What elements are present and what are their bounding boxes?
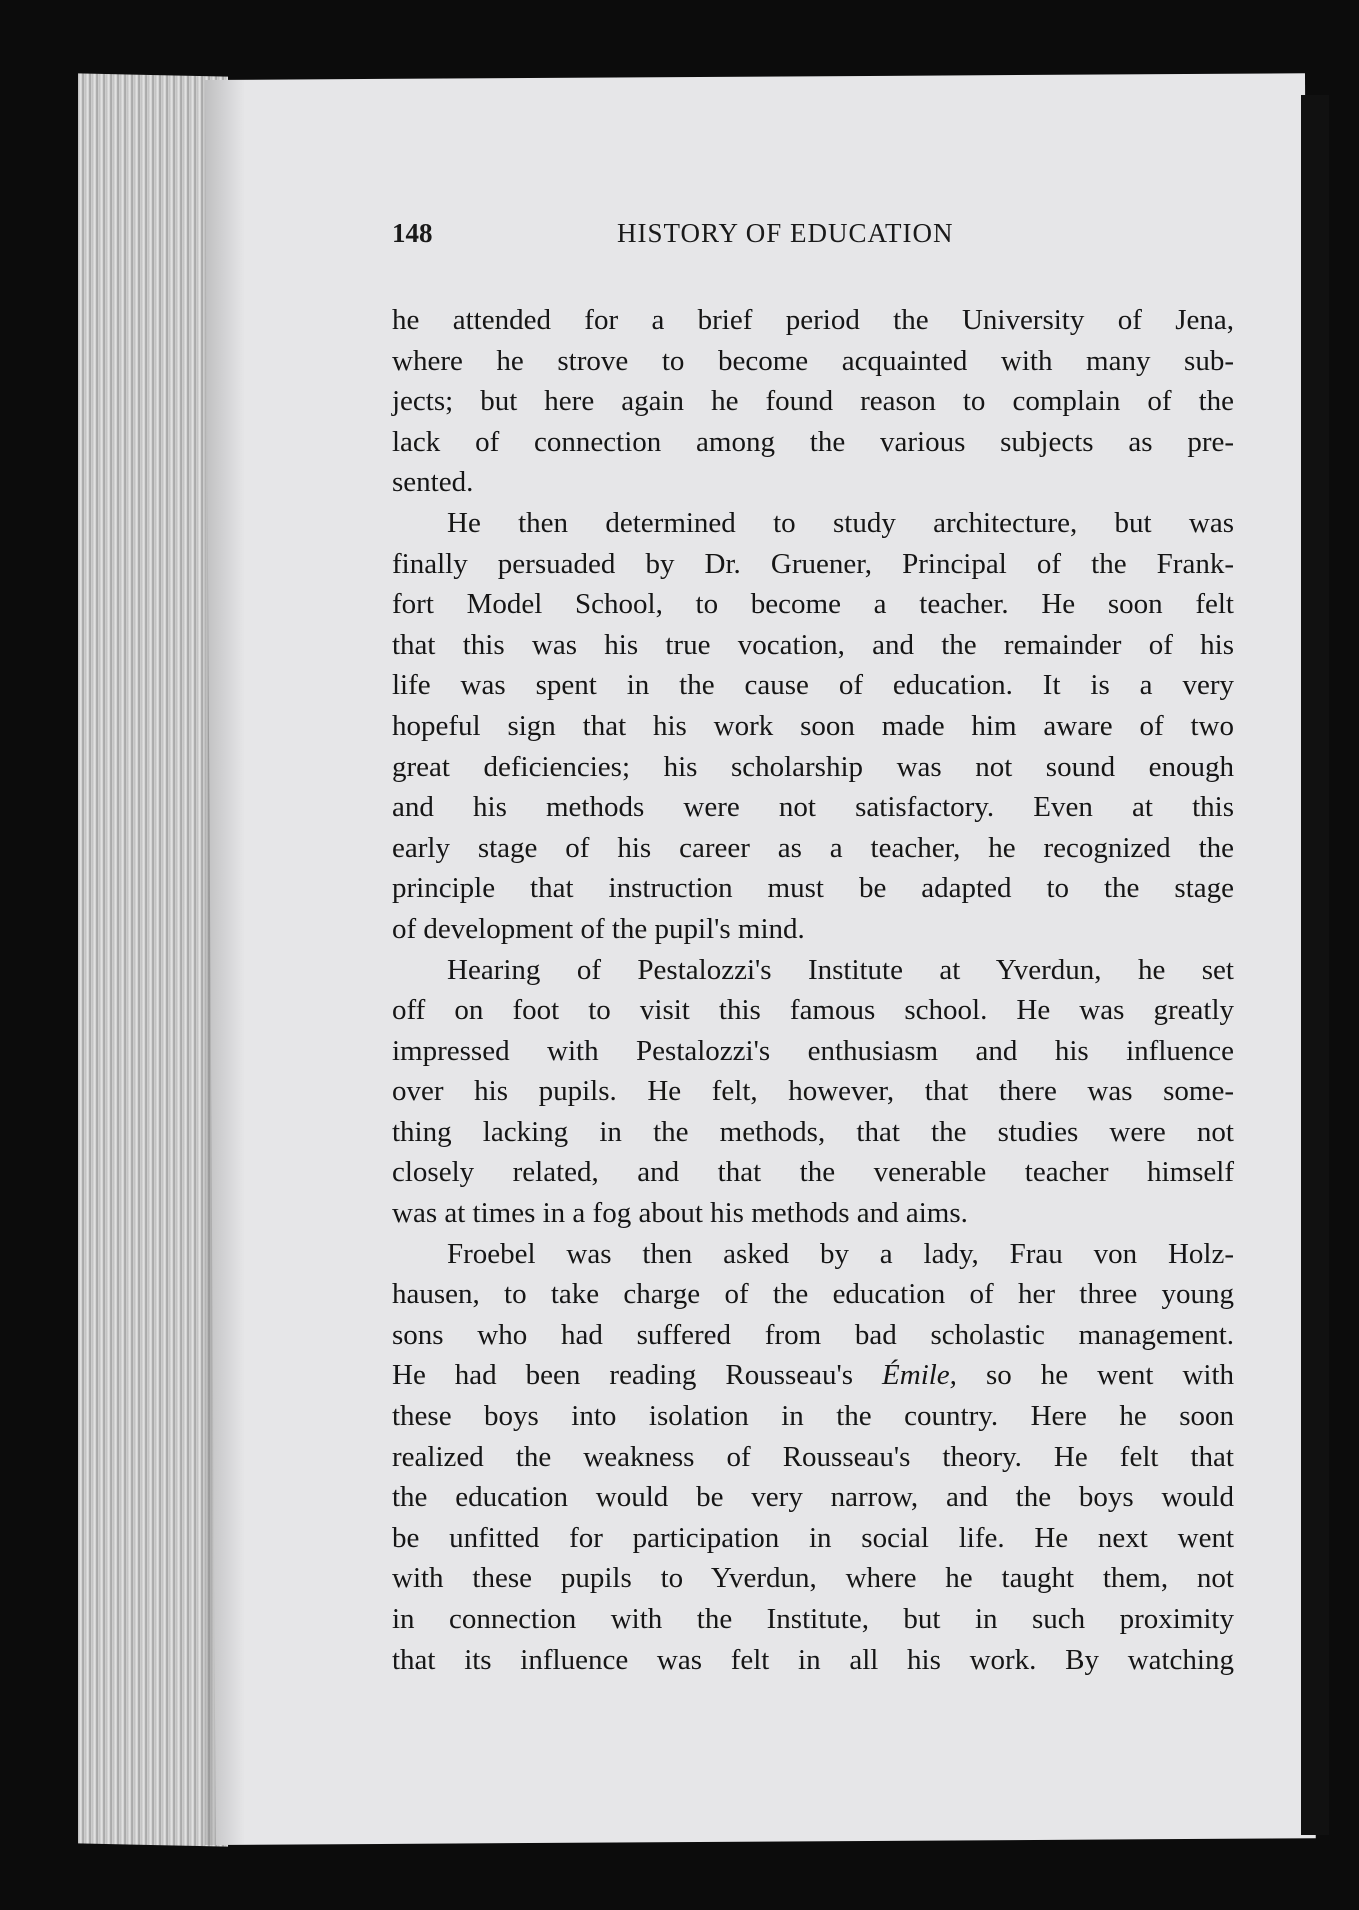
text-line: off on foot to visit this famous school. He was greatly <box>392 994 1234 1027</box>
text-line: that this was his true vocation, and the remainder of his <box>392 628 1234 661</box>
text-line: that its influence was felt in all his work. By watching <box>392 1643 1234 1676</box>
paragraph-3 <box>392 950 1234 1234</box>
text-line: these boys into isolation in the country. Here he soon <box>392 1400 1234 1433</box>
paragraph-1 <box>392 300 1234 503</box>
text-line: the education would be very narrow, and the boys would <box>392 1481 1234 1514</box>
text-line: sented. <box>392 466 474 499</box>
text-line: be unfitted for participation in social life. He next went <box>392 1521 1234 1554</box>
text-line: jects; but here again he found reason to complain of the <box>392 385 1234 418</box>
running-title: HISTORY OF EDUCATION <box>617 218 954 248</box>
paragraph-4 <box>392 1234 1234 1681</box>
book-title-emile: Émile, <box>882 1359 957 1392</box>
text-line: fort Model School, to become a teacher. He soon felt <box>392 588 1234 621</box>
text-line: sons who had suffered from bad scholastic management. <box>392 1318 1234 1351</box>
text-line: life was spent in the cause of education. It is a very <box>392 669 1234 702</box>
text-line: and his methods were not satisfactory. Even at this <box>392 791 1234 824</box>
text-line: finally persuaded by Dr. Gruener, Principal of the Frank- <box>392 547 1234 580</box>
text-line: early stage of his career as a teacher, he recognized the <box>392 831 1234 864</box>
text-fragment: so he went with <box>985 1359 1235 1392</box>
text-line: he attended for a brief period the University of Jena, <box>392 304 1234 336</box>
text-fragment: He had been reading Rousseau's <box>392 1359 854 1392</box>
text-line: with these pupils to Yverdun, where he taught them, not <box>392 1562 1234 1595</box>
text-line: realized the weakness of Rousseau's theory. He felt that <box>392 1440 1234 1473</box>
paragraph-2 <box>392 503 1234 950</box>
text-line: was at times in a fog about his methods and aims. <box>392 1197 968 1230</box>
text-line: in connection with the Institute, but in such proximity <box>392 1603 1234 1635</box>
text-line: of development of the pupil's mind. <box>392 912 805 945</box>
text-line: principle that instruction must be adapted to the stage <box>392 872 1234 905</box>
text-line: He then determined to study architecture, but was <box>447 506 1234 539</box>
gutter-shadow <box>205 80 245 1845</box>
text-line: where he strove to become acquainted with many sub- <box>392 344 1234 377</box>
page-number: 148 <box>392 218 433 248</box>
text-line: Froebel was then asked by a lady, Frau von Holz- <box>447 1237 1234 1270</box>
text-line: hopeful sign that his work soon made him aware of two <box>392 709 1234 742</box>
next-page-edge <box>1301 95 1329 1835</box>
text-line: impressed with Pestalozzi's enthusiasm and his influence <box>392 1034 1234 1067</box>
page-header <box>392 218 1012 258</box>
text-line: hausen, to take charge of the education of her three young <box>392 1278 1234 1311</box>
text-line: great deficiencies; his scholarship was not sound enough <box>392 750 1234 783</box>
text-line: over his pupils. He felt, however, that there was some- <box>392 1075 1234 1108</box>
body-text <box>392 300 1234 1680</box>
text-line: closely related, and that the venerable teacher himself <box>392 1156 1234 1189</box>
text-line: thing lacking in the methods, that the studies were not <box>392 1115 1234 1148</box>
text-line-with-title <box>392 1355 1234 1396</box>
text-line: lack of connection among the various subjects as pre- <box>392 425 1234 458</box>
text-line: Hearing of Pestalozzi's Institute at Yverdun, he set <box>447 953 1234 986</box>
